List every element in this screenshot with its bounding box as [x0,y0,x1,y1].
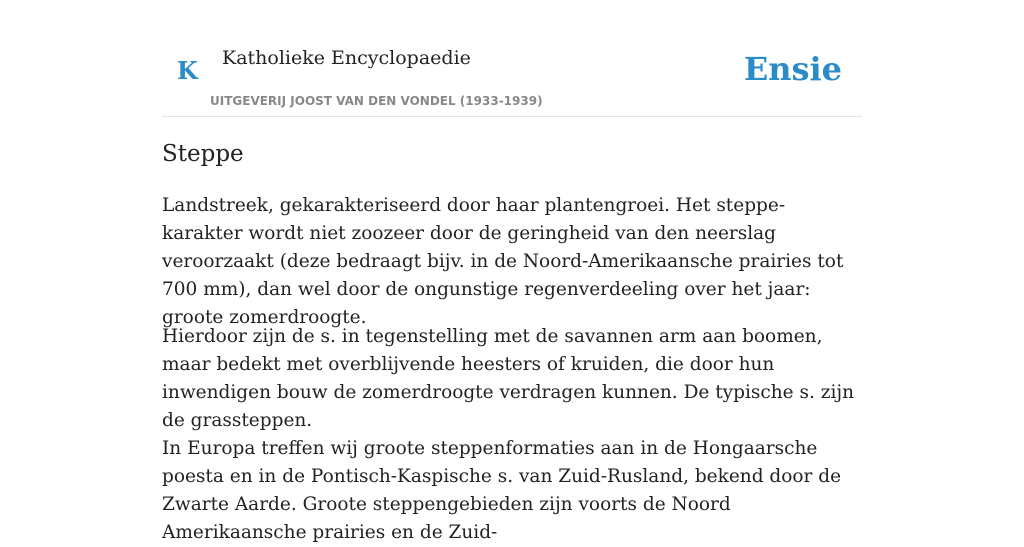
brand-logo[interactable]: Ensie [743,50,842,88]
site-header [162,0,862,117]
logo-icon[interactable]: K [177,56,198,85]
article-paragraph: Hierdoor zijn de s. in tegenstelling met de savannen arm aan boomen, maar bedekt met overblijvende heesters of kruiden, die door hun inwendigen bouw de zomerdroogte verdragen kunnen. De typische s. zijn de grassteppen. [162,326,855,431]
publisher-subtitle: UITGEVERIJ JOOST VAN DEN VONDEL (1933-1939) [210,94,543,108]
site-title[interactable]: Katholieke Encyclopaedie [222,47,471,69]
page-title: Steppe [162,141,244,167]
article-paragraph: In Europa treffen wij groote steppenformaties aan in de Hongaarsche poesta en in de Pontisch-Kaspische s. van Zuid-Rusland, bekend door de Zwarte Aarde. Groote steppengebieden zijn voorts de Noord Amerikaansche prairies en de Zuid- [162,438,842,543]
article-paragraph: Landstreek, gekarakteriseerd door haar plantengroei. Het steppe-karakter wordt niet zoozeer door de geringheid van den neerslag veroorzaakt (deze bedraagt bijv. in de Noord-Amerikaansche prairies tot 700 mm), dan wel door de ongunstige regenverdeeling over het jaar: groote zomerdroogte. [162,195,844,328]
page [162,0,862,543]
